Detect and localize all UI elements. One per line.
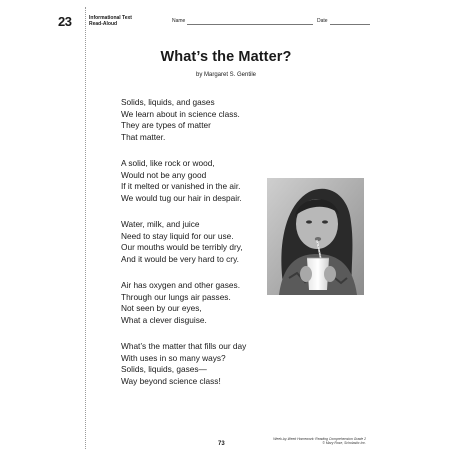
poem-line: Air has oxygen and other gases. xyxy=(121,280,240,290)
date-label: Date xyxy=(317,18,328,24)
poem-line: What’s the matter that fills our day xyxy=(121,341,247,351)
poem-line: Water, milk, and juice xyxy=(121,219,200,229)
credit-line-2: © Mary Rose, Scholastic Inc. xyxy=(322,441,366,446)
poem-stanza xyxy=(121,341,271,387)
poem-stanza xyxy=(121,219,271,265)
poem-line: Our mouths would be terribly dry, xyxy=(121,242,243,252)
poem-line: What a clever disguise. xyxy=(121,314,207,325)
poem-line: We learn about in science class. xyxy=(121,108,240,119)
byline: by Margaret S. Gentile xyxy=(195,72,257,78)
lesson-type-line-2: Read-Aloud xyxy=(89,21,118,27)
poem-line: Need to stay liquid for our use. xyxy=(121,230,234,241)
page-number: 73 xyxy=(218,441,225,447)
poem-line: With uses in so many ways? xyxy=(121,352,226,363)
poem-line: Through our lungs air passes. xyxy=(121,291,231,302)
name-label: Name xyxy=(172,18,186,24)
date-line xyxy=(330,24,370,25)
poem-stanza xyxy=(121,280,271,326)
poem-line: That matter. xyxy=(121,131,166,142)
poem-stanza xyxy=(121,97,271,143)
lesson-number: 23 xyxy=(58,14,72,29)
photo-illustration xyxy=(267,178,364,295)
poem xyxy=(121,97,271,402)
poem-line: Solids, liquids, gases— xyxy=(121,364,207,374)
credit-line-1: Week-by-Week Homework: Reading Comprehension Grade 2 xyxy=(273,437,366,441)
poem-line: They are types of matter xyxy=(121,120,211,130)
poem-stanza xyxy=(121,158,271,204)
poem-line: And it would be very hard to cry. xyxy=(121,253,239,264)
poem-line: If it melted or vanished in the air. xyxy=(121,181,241,191)
photo-girl-drinking-milk xyxy=(267,178,364,295)
poem-line: We would tug our hair in despair. xyxy=(121,192,242,203)
poem-line: Would not be any good xyxy=(121,169,207,180)
lesson-type-line-1: Informational Text xyxy=(89,15,132,21)
poem-line: A solid, like rock or wood, xyxy=(121,158,215,168)
lesson-type xyxy=(89,15,132,27)
copyright-credit xyxy=(273,437,366,445)
poem-line: Solids, liquids, and gases xyxy=(121,97,215,107)
poem-line: Way beyond science class! xyxy=(121,375,221,386)
page-title: What’s the Matter? xyxy=(160,49,292,65)
poem-line: Not seen by our eyes, xyxy=(121,303,202,313)
name-line xyxy=(187,24,313,25)
